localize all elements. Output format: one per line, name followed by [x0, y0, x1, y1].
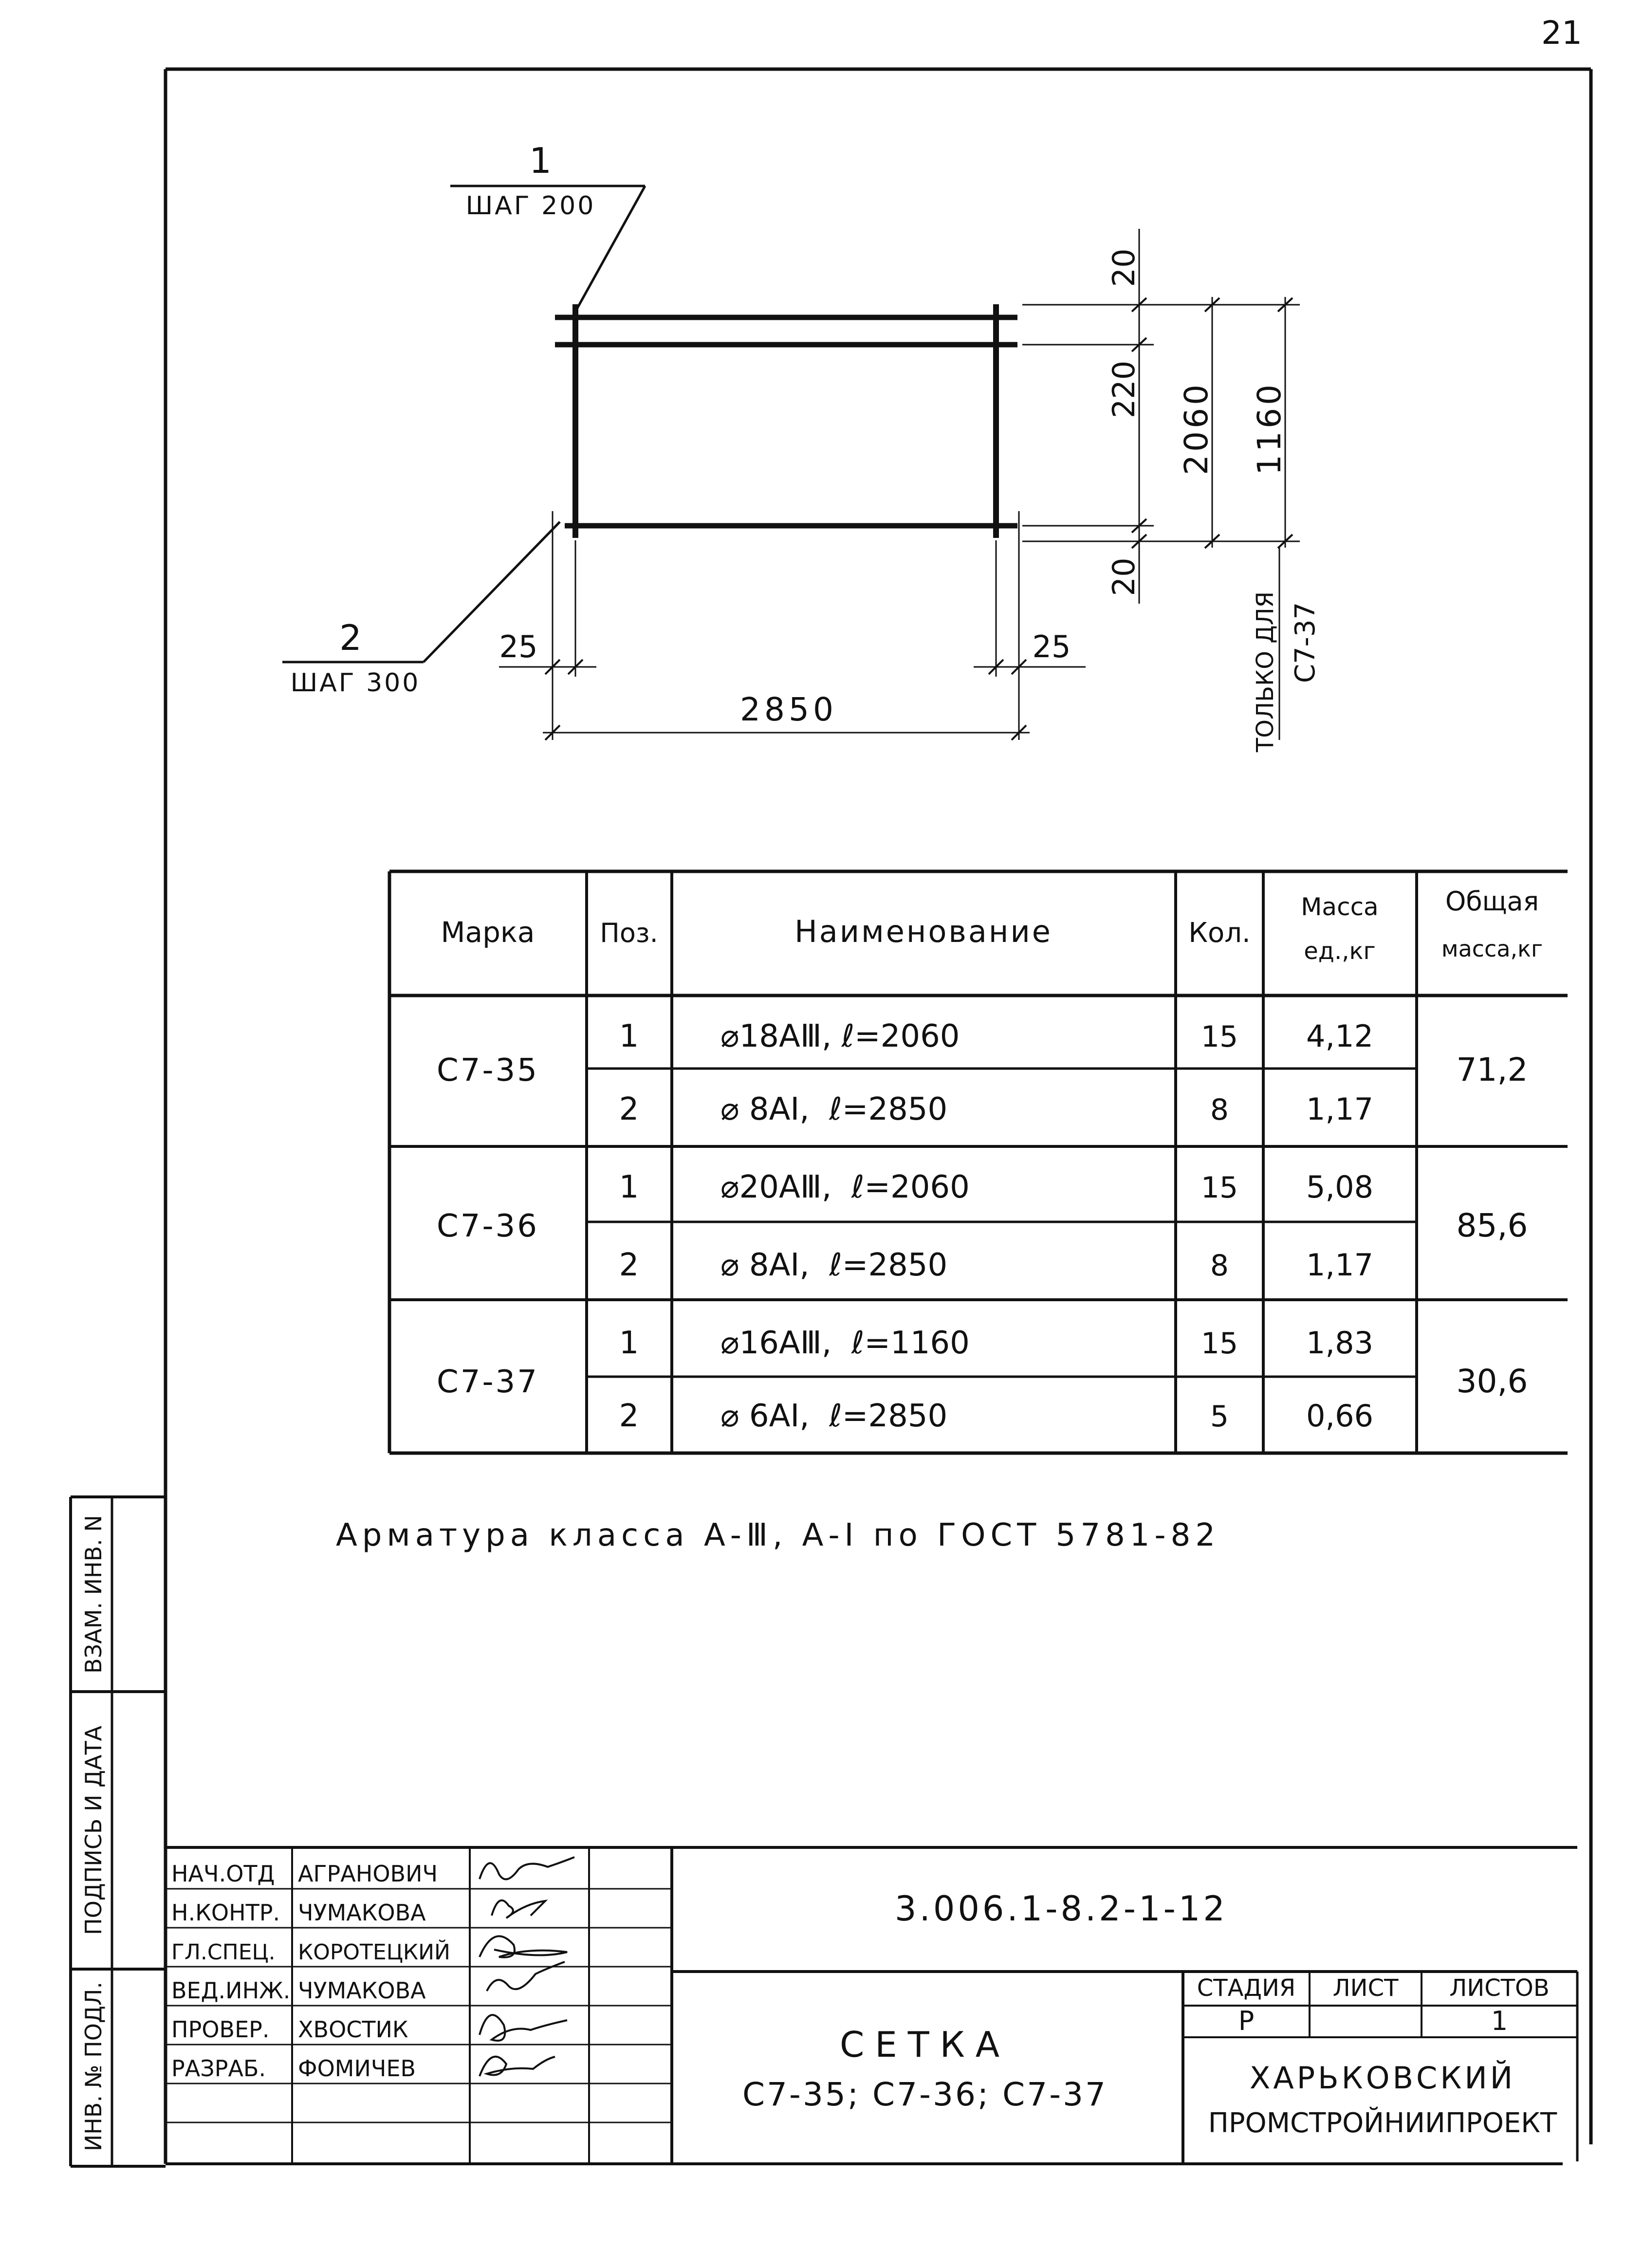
pos-cell: 1 — [619, 1169, 639, 1205]
staff-role: НАЧ.ОТД — [171, 1861, 275, 1887]
unit-mass-cell: 0,66 — [1306, 1398, 1374, 1434]
staff-role: ПРОВЕР. — [171, 2016, 270, 2043]
qty-cell: 15 — [1200, 1171, 1238, 1205]
header-name: Наименование — [794, 914, 1053, 949]
header-total-mass-1: Общая — [1445, 886, 1539, 917]
staff-role: ГЛ.СПЕЦ. — [171, 1940, 276, 1965]
staff-name: КОРОТЕЦКИЙ — [298, 1940, 450, 1965]
stage-label: СТАДИЯ — [1197, 1974, 1296, 2002]
document-code: 3.006.1-8.2-1-12 — [895, 1889, 1228, 1929]
name-cell: ⌀18АⅢ, ℓ=2060 — [720, 1018, 960, 1054]
name-cell: ⌀ 8АI, ℓ=2850 — [720, 1091, 948, 1127]
dim-left-25: 25 — [499, 629, 538, 664]
staff-role: РАЗРАБ. — [171, 2055, 266, 2082]
header-unit-mass-2: ед.,кг — [1304, 938, 1376, 965]
unit-mass-cell: 5,08 — [1306, 1169, 1374, 1205]
only-for-note-line1: ТОЛЬКО ДЛЯ — [1252, 591, 1279, 753]
pos-cell: 2 — [619, 1247, 639, 1283]
sheet-label: ЛИСТ — [1332, 1974, 1399, 2002]
leader1-step: ШАГ 200 — [465, 191, 596, 221]
qty-cell: 15 — [1200, 1327, 1238, 1361]
drawing-title: СЕТКА — [839, 2024, 1011, 2065]
staff-name: ЧУМАКОВА — [298, 1899, 426, 1926]
dim-bottom-20: 20 — [1106, 557, 1142, 596]
stage-value: Р — [1238, 2006, 1255, 2036]
header-unit-mass-1: Масса — [1301, 893, 1379, 921]
stamp-inv-replace: ВЗАМ. ИНВ. N — [80, 1515, 107, 1674]
header-total-mass-2: масса,кг — [1441, 936, 1543, 962]
pos-cell: 1 — [619, 1018, 639, 1054]
unit-mass-cell: 4,12 — [1306, 1018, 1374, 1054]
signature-scribble — [480, 1936, 567, 1957]
leader2-pos: 2 — [339, 617, 362, 658]
qty-cell: 15 — [1200, 1020, 1238, 1054]
signature-scribble — [480, 2015, 567, 2041]
vertical-dimensions — [1022, 229, 1321, 753]
drawing-subtitle: С7-35; С7-36; С7-37 — [742, 2076, 1108, 2113]
staff-role: Н.КОНТР. — [171, 1899, 280, 1926]
page-number: 21 — [1541, 14, 1582, 52]
total-mass-cell: 85,6 — [1456, 1207, 1528, 1244]
total-mass-cell: 71,2 — [1456, 1051, 1528, 1088]
unit-mass-cell: 1,17 — [1306, 1247, 1374, 1283]
dim-top-20: 20 — [1106, 248, 1142, 287]
stamp-sign-date: ПОДПИСЬ И ДАТА — [80, 1725, 107, 1936]
qty-cell: 8 — [1210, 1249, 1229, 1283]
pos-cell: 2 — [619, 1398, 639, 1434]
reinforcement-note: Арматура класса А-Ⅲ, А-I по ГОСТ 5781-82 — [336, 1517, 1220, 1553]
mesh-drawing — [282, 140, 1321, 753]
mark-cell: С7-36 — [437, 1208, 539, 1244]
sheets-label: ЛИСТОВ — [1449, 1974, 1550, 2002]
horizontal-dimensions — [499, 511, 1086, 740]
dim-right-25: 25 — [1032, 629, 1071, 664]
name-cell: ⌀20АⅢ, ℓ=2060 — [720, 1169, 970, 1205]
staff-name: ЧУМАКОВА — [298, 1977, 426, 2004]
dim-2060: 2060 — [1178, 382, 1215, 475]
staff-name: ХВОСТИК — [298, 2016, 408, 2043]
only-for-note-line2: С7-37 — [1290, 602, 1321, 683]
stamp-inv-orig: ИНВ. № ПОДЛ. — [80, 1981, 107, 2152]
unit-mass-cell: 1,83 — [1306, 1325, 1374, 1361]
organization-line2: ПРОМСТРОЙНИИПРОЕКТ — [1208, 2107, 1557, 2139]
staff-role: ВЕД.ИНЖ. — [171, 1977, 291, 2004]
leader2-step: ШАГ 300 — [290, 668, 421, 698]
side-stamp — [71, 1497, 166, 2166]
staff-name: ФОМИЧЕВ — [298, 2055, 416, 2082]
spec-table — [389, 871, 1568, 1453]
organization-line1: ХАРЬКОВСКИЙ — [1249, 2060, 1516, 2096]
title-block — [166, 1847, 1577, 2164]
unit-mass-cell: 1,17 — [1306, 1091, 1374, 1127]
dim-2850: 2850 — [740, 691, 837, 728]
header-mark: Марка — [441, 916, 535, 949]
sheets-value: 1 — [1491, 2006, 1508, 2036]
signature-scribble — [492, 1900, 545, 1918]
name-cell: ⌀ 8АI, ℓ=2850 — [720, 1247, 948, 1283]
name-cell: ⌀ 6АI, ℓ=2850 — [720, 1398, 948, 1434]
qty-cell: 8 — [1210, 1093, 1229, 1127]
mark-cell: С7-37 — [437, 1364, 539, 1400]
pos-cell: 2 — [619, 1091, 639, 1127]
mark-cell: С7-35 — [437, 1052, 539, 1088]
pos-cell: 1 — [619, 1325, 639, 1361]
qty-cell: 5 — [1210, 1400, 1229, 1434]
header-pos: Поз. — [600, 918, 658, 948]
name-cell: ⌀16АⅢ, ℓ=1160 — [720, 1325, 970, 1361]
header-qty: Кол. — [1188, 917, 1251, 949]
staff-name: АГРАНОВИЧ — [298, 1861, 438, 1887]
signature-scribble — [480, 2057, 555, 2076]
dim-220: 220 — [1106, 360, 1142, 419]
signature-scribble — [480, 1857, 574, 1879]
total-mass-cell: 30,6 — [1456, 1363, 1528, 1400]
dim-1160: 1160 — [1251, 382, 1288, 475]
leader1-pos: 1 — [529, 140, 552, 181]
